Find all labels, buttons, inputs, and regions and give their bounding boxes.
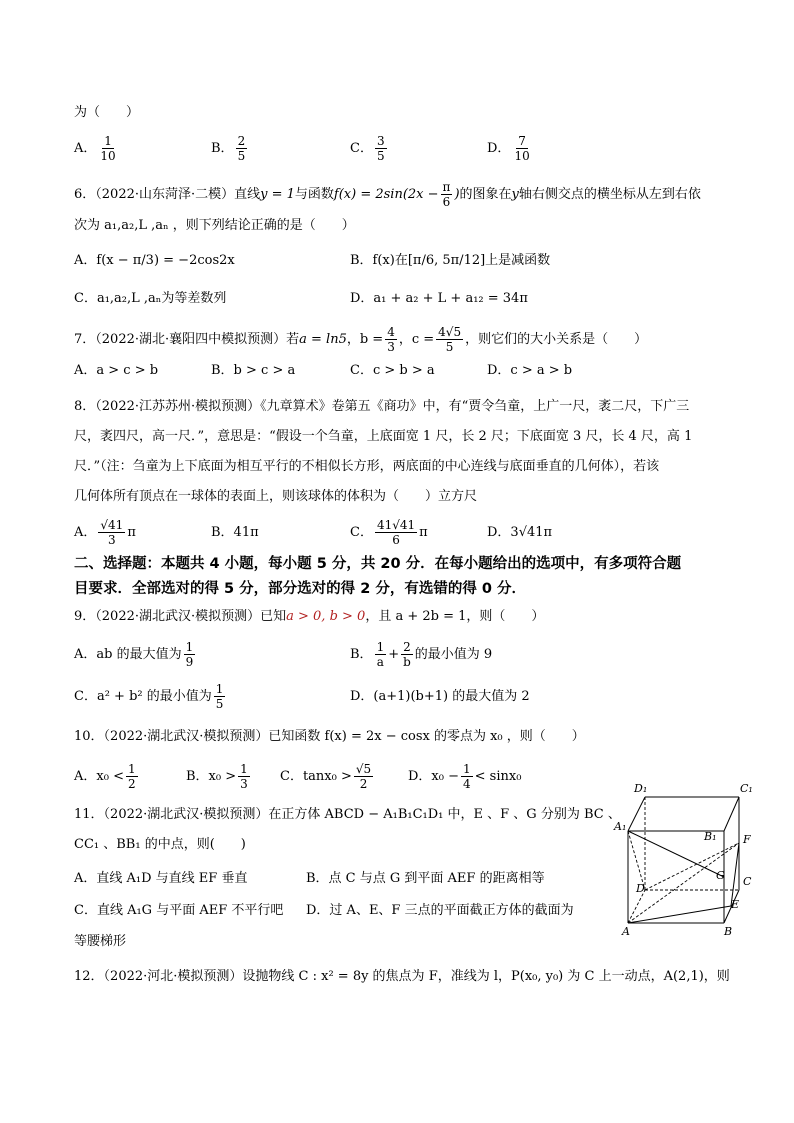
q8-line3: 尺．”（注：刍童为上下底面为相互平行的不相似长方形，两底面的中心连线与底面垂直的几何体），若该 <box>74 459 660 474</box>
q6-option-d: D．a₁ + a₂ + L + a₁₂ = 34π <box>350 291 528 306</box>
q11-stem-line1: 11．（2022·湖北武汉·模拟预测）在正方体 ABCD − A₁B₁C₁D₁ 中，E 、F 、G 分别为 BC 、 <box>74 807 621 822</box>
q9-stem: 9．（2022·湖北武汉·模拟预测）已知a > 0, b > 0，且 a + 2b = 1，则（ ） <box>74 609 545 624</box>
q8-line1: 8．（2022·江苏苏州·模拟预测）《九章算术》卷第五《商功》中，有“贾令刍童，上广一尺，袤二尺，下广三 <box>74 399 690 414</box>
label-c1: C₁ <box>740 782 753 795</box>
edge-b1-c1 <box>724 797 739 831</box>
label-g: G <box>716 869 725 882</box>
q7-option-a: A．a > c > b <box>74 363 159 378</box>
q5-stem-tail: 为（ ） <box>74 105 140 120</box>
segment-a-e <box>628 906 731 923</box>
q12-stem: 12．（2022·河北·模拟预测）设抛物线 C : x² = 8y 的焦点为 F，准线为 l，P(x₀, y₀) 为 C 上一动点，A(2,1)，则 <box>74 969 730 984</box>
q6-stem-line2: 次为 a₁,a₂,L ,aₙ ，则下列结论正确的是（ ） <box>74 218 355 233</box>
q9-option-d: D．(a+1)(b+1) 的最大值为 2 <box>350 689 530 704</box>
q10-option-b: B．x₀ > $\frac{1}{3}$ <box>186 762 248 791</box>
q10-option-c: C．tanx₀ > $\frac{√5}{2}$ <box>280 762 372 791</box>
label-b1: B₁ <box>704 830 717 843</box>
q6-stem-line1: 6．（2022·山东菏泽·二模）直线y = 1与函数f(x) = 2sin(2x − $\frac{\pi}{6}$ )的图象在y轴右侧交点的横坐标从左到右依 <box>74 180 701 209</box>
label-f: F <box>743 833 751 846</box>
label-b: B <box>724 925 733 935</box>
q7-stem: 7．（2022·湖北·襄阳四中模拟预测）若a = ln5，b = $\frac{4}{3}$ ，c = $\frac{4√5}{5}$ ，则它们的大小关系是（ ） <box>74 325 648 354</box>
q7-option-b: B．b > c > a <box>211 363 296 378</box>
q10-option-d: D．x₀ − $\frac{1}{4}$ < sinx₀ <box>408 762 522 791</box>
section-2-heading-line1: 二、选择题：本题共 4 小题，每小题 5 分，共 20 分．在每小题给出的选项中，有多项符合题 <box>74 556 682 572</box>
q10-option-a: A．x₀ < $\frac{1}{2}$ <box>74 762 136 791</box>
q11-option-d-cont: 等腰梯形 <box>74 934 127 949</box>
q9-option-c: C．a² + b² 的最小值为 $\frac{1}{5}$ <box>74 682 224 711</box>
segment-d-f <box>645 843 739 890</box>
q6-option-c: C．a₁,a₂,L ,aₙ为等差数列 <box>74 291 227 306</box>
q8-line2: 尺，袤四尺，高一尺．”，意思是：“假设一个刍童，上底面宽 1 尺，长 2 尺；下底面宽 3 尺，长 4 尺，高 1 <box>74 429 693 444</box>
q5-option-a: A． $\frac{1}{10}$ <box>74 134 116 163</box>
q6-option-b: B．f(x)在[π/6, 5π/12]上是减函数 <box>350 253 551 268</box>
label-d: D <box>636 882 645 895</box>
cube-figure <box>612 780 762 935</box>
q8-option-b: B．41π <box>211 525 259 540</box>
edge-a1-d1 <box>628 797 645 831</box>
section-2-heading-line2: 目要求．全部选对的得 5 分，部分选对的得 2 分，有选错的得 0 分． <box>74 581 527 597</box>
label-c: C <box>743 875 752 888</box>
q5-option-d: D． $\frac{7}{10}$ <box>487 134 530 163</box>
q5-option-c: C． $\frac{3}{5}$ <box>350 134 385 163</box>
label-d1: D₁ <box>634 782 648 795</box>
q9-option-b: B． $\frac{1}{a}$ + $\frac{2}{b}$ 的最小值为 9 <box>350 640 493 669</box>
q8-line4: 几何体所有顶点在一球体的表面上，则该球体的体积为（ ）立方尺 <box>74 489 478 504</box>
q7-option-c: C．c > b > a <box>350 363 435 378</box>
q8-option-a: A． $\frac{√41}{3}$ π <box>74 518 136 547</box>
label-a: A <box>622 925 630 935</box>
q8-option-c: C． $\frac{41√41}{6}$ π <box>350 518 428 547</box>
segment-e-f <box>731 843 739 906</box>
q11-option-d: D．过 A、E、F 三点的平面截正方体的截面为 <box>306 903 574 918</box>
label-e: E <box>731 898 740 911</box>
q9-option-a: A．ab 的最大值为 $\frac{1}{9}$ <box>74 640 194 669</box>
q11-stem-line2: CC₁ 、BB₁ 的中点，则( ) <box>74 837 246 852</box>
q11-option-c: C．直线 A₁G 与平面 AEF 不平行吧 <box>74 903 284 918</box>
q10-stem: 10．（2022·湖北武汉·模拟预测）已知函数 f(x) = 2x − cosx 的零点为 x₀ ，则（ ） <box>74 729 585 744</box>
q11-option-b: B．点 C 与点 G 到平面 AEF 的距离相等 <box>306 871 545 886</box>
q7-option-d: D．c > a > b <box>487 363 573 378</box>
q5-option-b: B． $\frac{2}{5}$ <box>211 134 246 163</box>
label-a1: A₁ <box>614 820 627 833</box>
q8-option-d: D．3√41π <box>487 525 553 540</box>
q11-option-a: A．直线 A₁D 与直线 EF 垂直 <box>74 871 248 886</box>
q6-option-a: A．f(x − π/3) = −2cos2x <box>74 253 235 268</box>
